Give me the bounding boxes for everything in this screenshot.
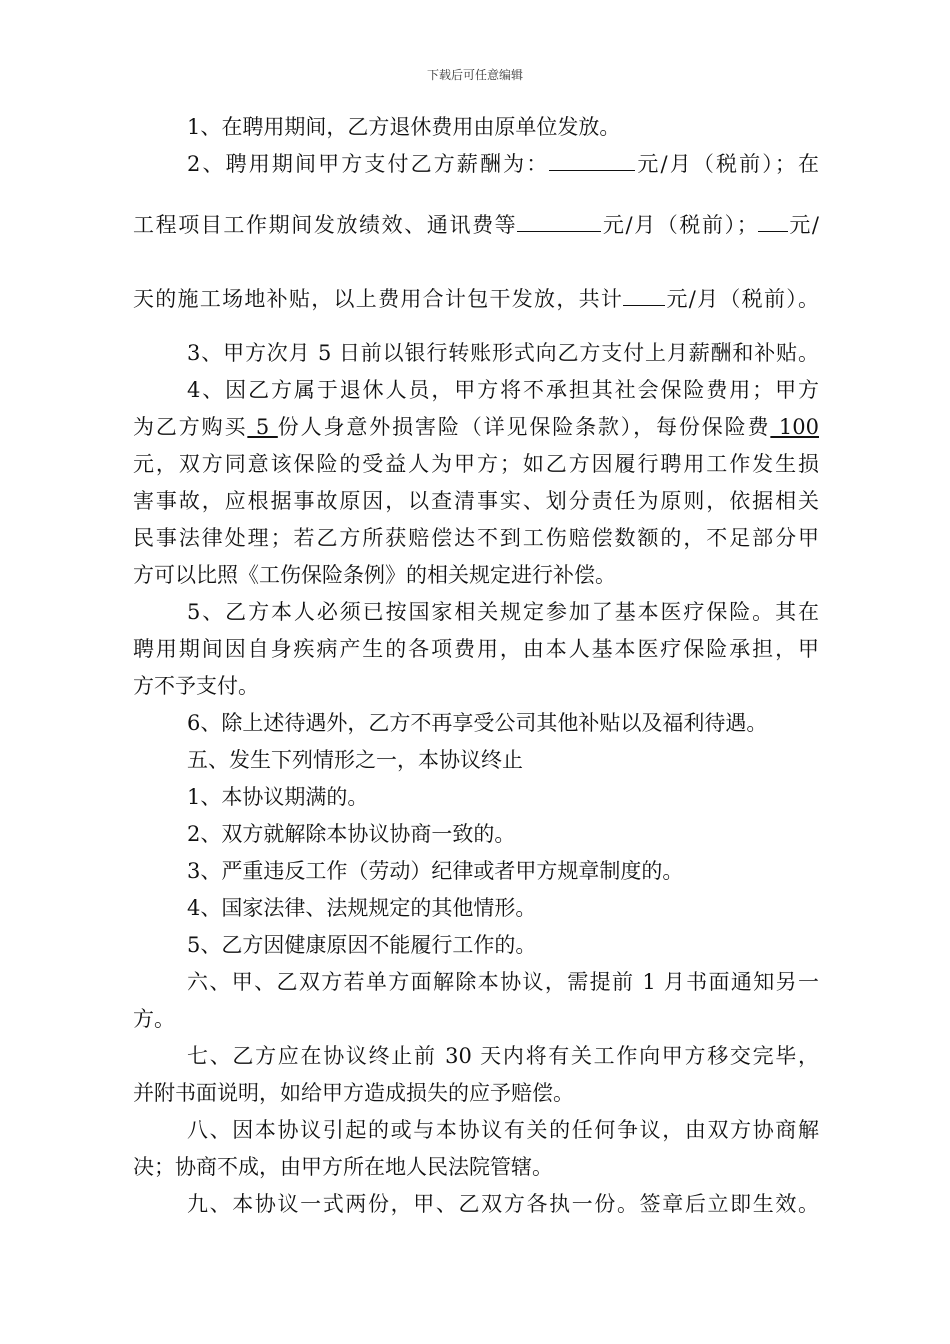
section-heading: 八、因本协议引起的或与本协议有关的任何争议，由双方协商解 [187,1118,819,1142]
clause-line [133,285,819,313]
insurance-fee: 100 [770,415,819,439]
clause-line: 聘用期间因自身疾病产生的各项费用，由本人基本医疗保险承担，甲 [133,637,819,661]
blank-line [549,150,635,171]
blank-line [517,211,601,232]
clause-line: 1、在聘用期间，乙方退休费用由原单位发放。 [187,115,621,139]
clause-line: 3、严重违反工作（劳动）纪律或者甲方规章制度的。 [187,859,684,883]
clause-line: 4、因乙方属于退休人员，甲方将不承担其社会保险费用；甲方 [187,378,819,402]
text-segment: 为乙方购买 [133,415,248,439]
text-segment: 2、聘用期间甲方支付乙方薪酬为： [187,152,550,176]
section-heading: 五、发生下列情形之一，本协议终止 [187,748,523,772]
clause-line: 5、乙方本人必须已按国家相关规定参加了基本医疗保险。其在 [187,600,819,624]
text-segment: 元/ [787,213,820,237]
blank-line [758,211,788,232]
text-segment: 天的施工场地补贴，以上费用合计包干发放，共计 [133,287,624,311]
text-segment: 工程项目工作期间发放绩效、通讯费等 [133,213,518,237]
clause-line: 6、除上述待遇外，乙方不再享受公司其他补贴以及福利待遇。 [187,711,768,735]
clause-line: 4、国家法律、法规规定的其他情形。 [187,896,537,920]
clause-line: 民事法律处理；若乙方所获赔偿达不到工伤赔偿数额的，不足部分甲 [133,526,819,550]
clause-line: 方。 [133,1007,175,1031]
clause-line: 决；协商不成，由甲方所在地人民法院管辖。 [133,1155,553,1179]
text-segment: 元/月（税前）；在 [635,152,819,176]
clause-line: 3、甲方次月 5 日前以银行转账形式向乙方支付上月薪酬和补贴。 [187,341,819,365]
clause-line: 方不予支付。 [133,674,259,698]
clause-line: 方可以比照《工伤保险条例》的相关规定进行补偿。 [133,563,616,587]
clause-line [187,150,819,178]
clause-line: 元，双方同意该保险的受益人为甲方；如乙方因履行聘用工作发生损 [133,452,819,476]
blank-line [623,285,665,306]
clause-line [133,413,819,441]
text-segment: 元/月（税前）。 [665,287,820,311]
section-heading: 七、乙方应在协议终止前 30 天内将有关工作向甲方移交完毕， [187,1044,819,1068]
section-heading: 九、本协议一式两份，甲、乙双方各执一份。签章后立即生效。 [187,1192,819,1216]
clause-line: 2、双方就解除本协议协商一致的。 [187,822,516,846]
text-segment: 份人身意外损害险（详见保险条款），每份保险费 [277,415,771,439]
clause-line: 5、乙方因健康原因不能履行工作的。 [187,933,537,957]
text-segment: 元/月（税前）； [601,213,758,237]
clause-line: 1、本协议期满的。 [187,785,369,809]
section-heading: 六、甲、乙双方若单方面解除本协议，需提前 1 月书面通知另一 [187,970,819,994]
clause-line [133,211,819,239]
insurance-count: 5 [247,415,278,439]
page-header: 下载后可任意编辑 [426,68,523,82]
clause-line: 并附书面说明，如给甲方造成损失的应予赔偿。 [133,1081,574,1105]
clause-line: 害事故，应根据事故原因，以查清事实、划分责任为原则，依据相关 [133,489,819,513]
